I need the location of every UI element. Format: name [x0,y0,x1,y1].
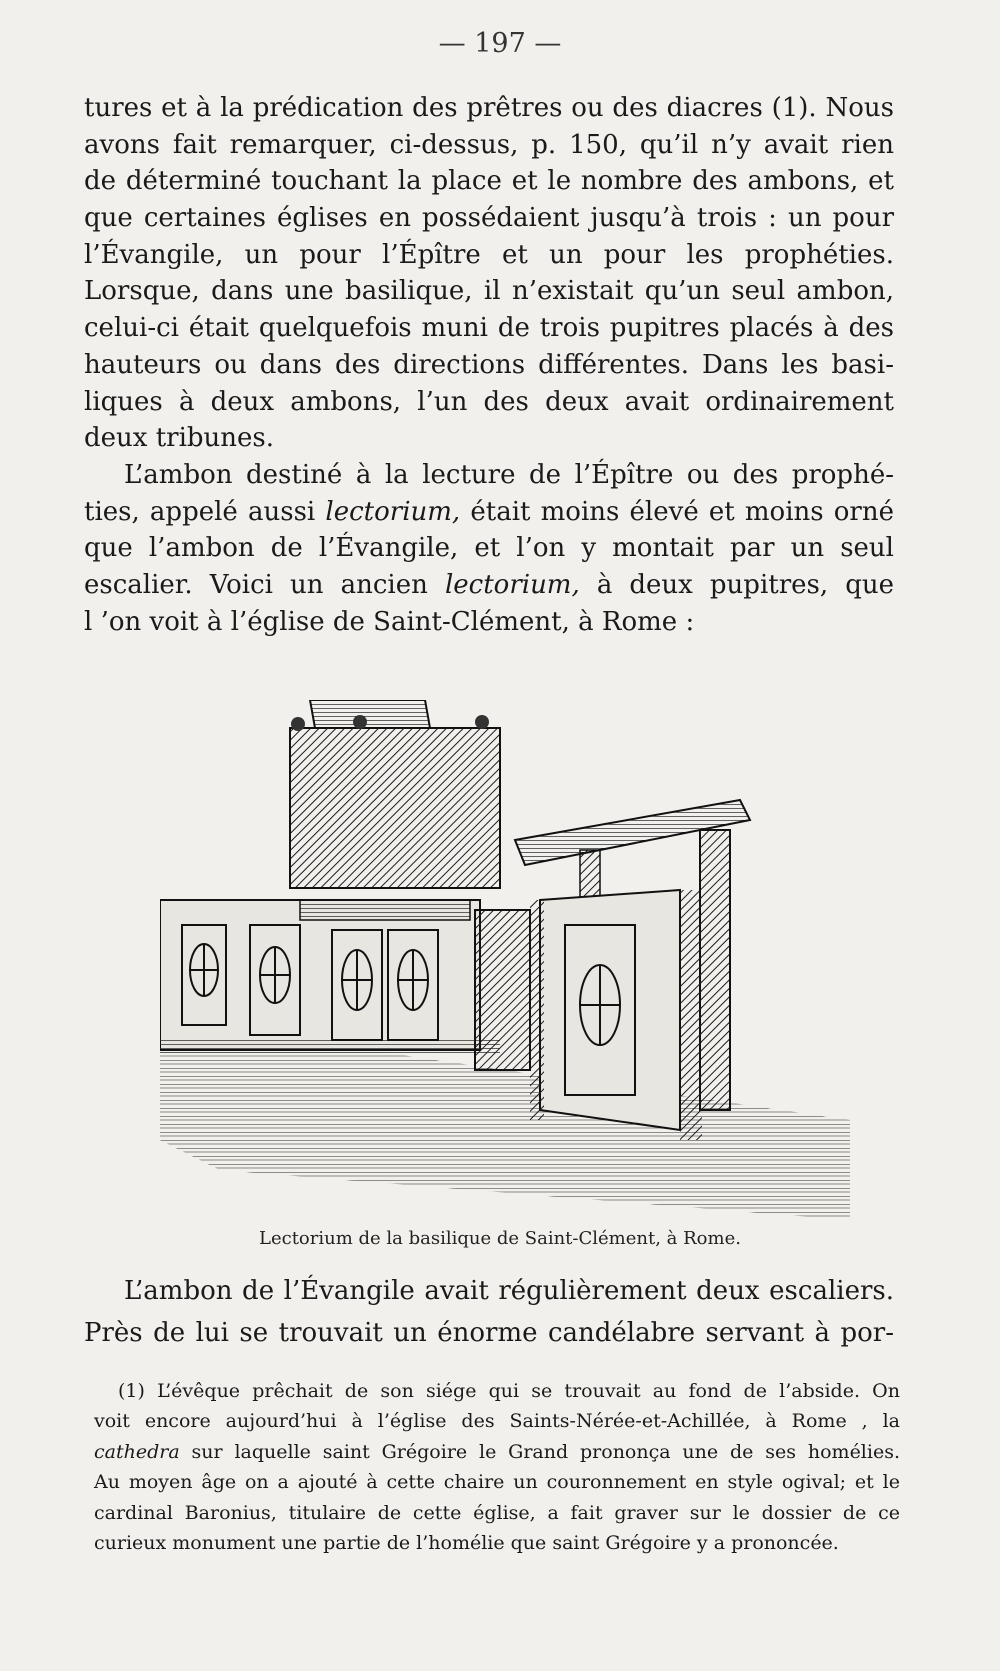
page-number: — 197 — [438,28,562,59]
italic-term: cathedra [94,1440,180,1463]
text-run: ties, appelé aussi [84,496,326,527]
italic-term: lectorium, [444,569,580,600]
footnote-line: cardinal Baronius, titulaire de cette église, a fait graver sur le dossier de ce [94,1501,900,1524]
text-run: escalier. Voici un ancien [84,569,445,600]
text-run: à deux pupitres, que [579,569,894,600]
text-line: L’ambon de l’Évangile avait régulièrement deux escaliers. [124,1276,894,1306]
paragraph-lectorium [84,457,894,640]
text-line [84,494,894,531]
footnote-line: curieux monument une partie de l’homélie que saint Grégoire y a prononcée. [94,1531,839,1554]
text-line [84,567,894,604]
text-line: hauteurs ou dans des directions différentes. Dans les basi- [84,349,894,380]
paragraph-evangile [84,1270,894,1354]
text-line: L’ambon destiné à la lecture de l’Épître ou des prophé- [124,459,894,490]
footnote-line: Au moyen âge on a ajouté à cette chaire un couronnement en style ogival; et le [94,1471,900,1494]
footnote-line [94,1437,900,1467]
text-run: sur laquelle saint Grégoire le Grand prononça une de ses homélies. [179,1440,900,1463]
text-line: deux tribunes. [84,423,275,454]
text-run: était moins élevé et moins orné [460,496,894,527]
text-line: Près de lui se trouvait un énorme candélabre servant à por- [84,1318,894,1348]
text-line: Lorsque, dans une basilique, il n’existait qu’un seul ambon, [84,276,894,307]
footnote-line: voit encore aujourd’hui à l’église des Saints-Nérée-et-Achillée, à Rome , la [94,1410,900,1433]
text-line: que l’ambon de l’Évangile, et l’on y montait par un seul [84,533,894,564]
text-line: que certaines églises en possédaient jusqu’à trois : un pour [84,203,894,234]
figure-caption: Lectorium de la basilique de Saint-Clément, à Rome. [259,1228,741,1249]
text-line: avons fait remarquer, ci-dessus, p. 150, qu’il n’y avait rien [84,129,894,160]
lectorium-engraving [160,700,860,1220]
footnote [94,1376,900,1558]
text-line: l’Évangile, un pour l’Épître et un pour les prophéties. [84,239,894,270]
tall-pulpit [290,700,500,888]
text-line: l ’on voit à l’église de Saint-Clément, à Rome : [84,606,695,637]
text-line: de déterminé touchant la place et le nombre des ambons, et [84,166,894,197]
text-line: tures et à la prédication des prêtres ou des diacres (1). Nous [84,93,894,123]
footnote-line: (1) L’évêque prêchait de son siége qui se trouvait au fond de l’abside. On [118,1380,900,1402]
italic-term: lectorium, [325,496,461,527]
text-line: celui-ci était quelquefois muni de trois pupitres placés à des [84,313,894,344]
paragraph-ambons [84,90,894,640]
text-line: liques à deux ambons, l’un des deux avait ordinairement [84,386,894,417]
